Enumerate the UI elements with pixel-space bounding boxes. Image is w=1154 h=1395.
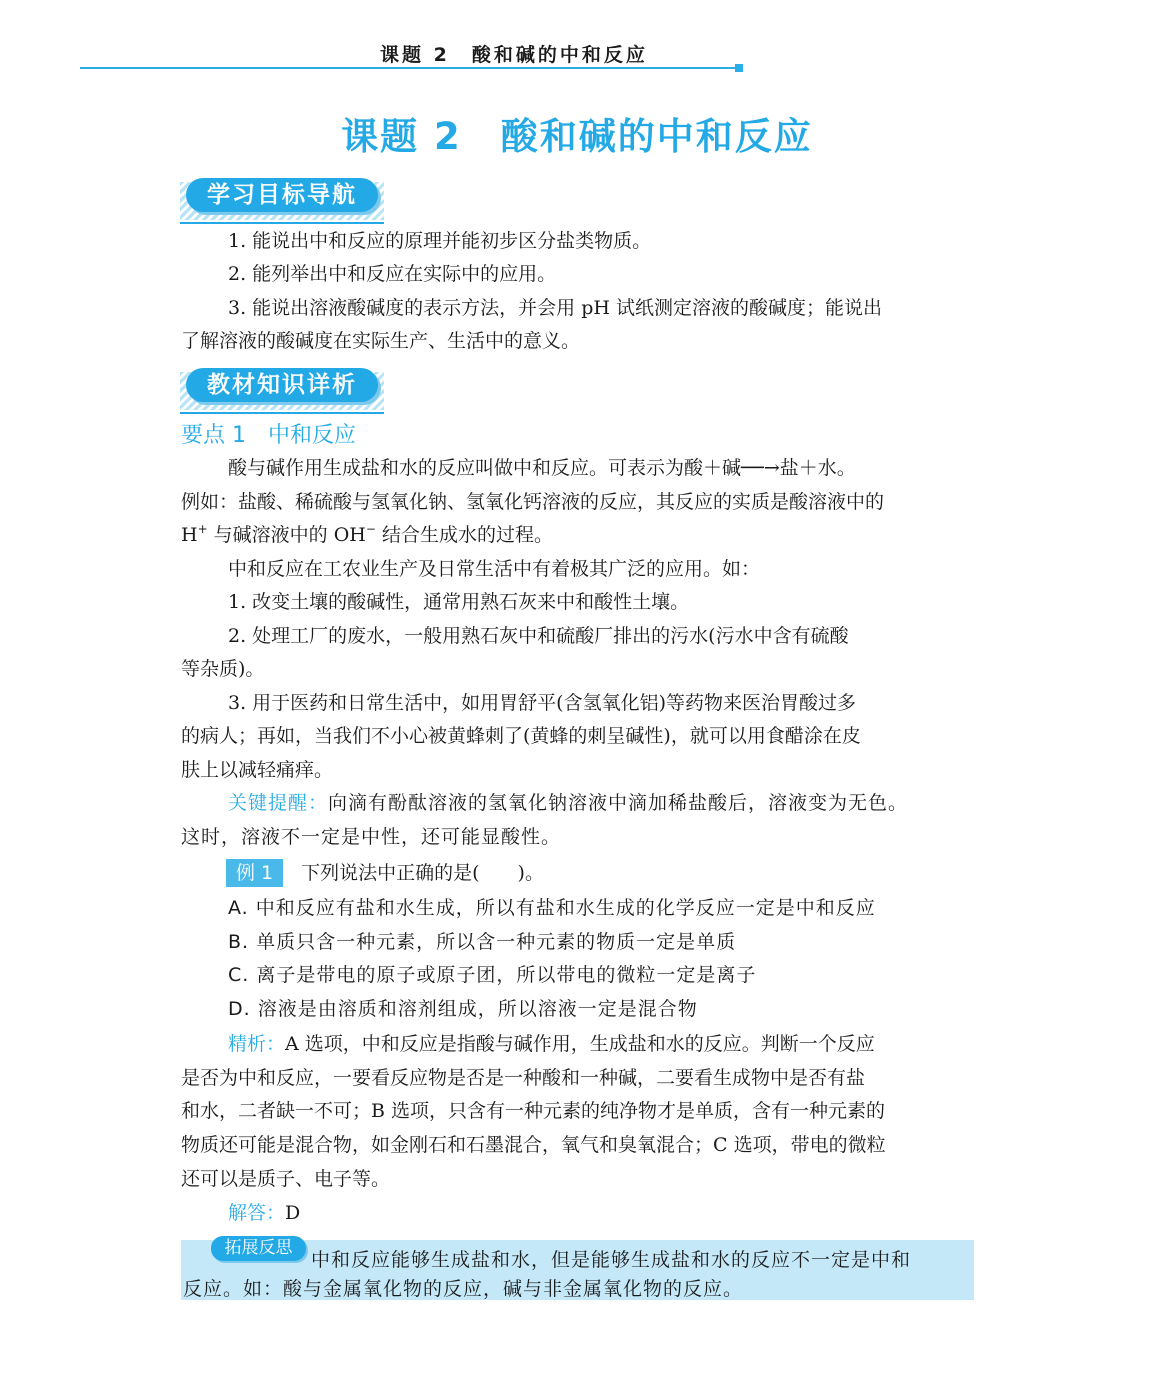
example-question: 例 1 下列说法中正确的是( )。 [226, 856, 544, 890]
key-point-heading: 要点 1 中和反应 [181, 423, 356, 448]
option-c: C. 离子是带电的原子或原子团，所以带电的微粒一定是离子 [228, 964, 757, 986]
analysis-label: 精析： [228, 1033, 286, 1055]
para1-line2: 例如：盐酸、稀硫酸与氢氧化钠、氢氧化钙溶液的反应，其反应的实质是酸溶液中的 [181, 491, 885, 513]
analysis-line3: 和水，二者缺一不可；B 选项，只含有一种元素的纯净物才是单质，含有一种元素的 [181, 1100, 886, 1122]
application-2-line2: 等杂质)。 [181, 658, 265, 680]
header-rule [80, 67, 736, 69]
analysis-line2: 是否为中和反应，一要看反应物是否是一种酸和一种碱，二要看生成物中是否有盐 [181, 1067, 866, 1089]
answer [228, 1196, 300, 1230]
extension-line2: 反应。如：酸与金属氧化物的反应，碱与非金属氧化物的反应。 [183, 1278, 744, 1300]
para1-line1: 酸与碱作用生成盐和水的反应叫做中和反应。可表示为酸＋碱──→盐＋水。 [228, 457, 856, 479]
application-3-line3: 肤上以减轻痛痒。 [181, 759, 334, 781]
badge-label: 学习目标导航 [207, 182, 357, 208]
goal-item-1: 1. 能说出中和反应的原理并能初步区分盐类物质。 [228, 230, 652, 252]
badge-label: 教材知识详析 [207, 372, 357, 398]
key-tip-line2: 这时，溶液不一定是中性，还可能显酸性。 [181, 826, 562, 848]
analysis-line5: 还可以是质子、电子等。 [181, 1168, 391, 1190]
answer-value: D [285, 1202, 301, 1224]
option-b: B. 单质只含一种元素，所以含一种元素的物质一定是单质 [228, 931, 737, 953]
application-3-line2: 的病人；再如，当我们不小心被黄蜂刺了(黄蜂的刺呈碱性)，就可以用食醋涂在皮 [181, 725, 861, 747]
application-3-line1: 3. 用于医药和日常生活中，如用胃舒平(含氢氧化铝)等药物来医治胃酸过多 [228, 692, 856, 714]
example-label: 例 1 [226, 859, 283, 887]
goal-item-2: 2. 能列举出中和反应在实际中的应用。 [228, 263, 557, 285]
application-2-line1: 2. 处理工厂的废水，一般用熟石灰中和硫酸厂排出的污水(污水中含有硫酸 [228, 625, 849, 647]
analysis-line4: 物质还可能是混合物，如金刚石和石墨混合，氧气和臭氧混合；C 选项，带电的微粒 [181, 1134, 886, 1156]
key-tip-label: 关键提醒： [228, 792, 329, 814]
extension-line1: 中和反应能够生成盐和水，但是能够生成盐和水的反应不一定是中和 [311, 1249, 912, 1271]
key-tip-line1: 关键提醒：向滴有酚酞溶液的氢氧化钠溶液中滴加稀盐酸后，溶液变为无色。 [228, 792, 909, 814]
header-rule-end-square [735, 64, 743, 72]
page-title: 课题 2 酸和碱的中和反应 [341, 115, 813, 158]
option-a: A. 中和反应有盐和水生成，所以有盐和水生成的化学反应一定是中和反应 [228, 897, 876, 919]
analysis-line1: 精析：A 选项，中和反应是指酸与碱作用，生成盐和水的反应。判断一个反应 [228, 1033, 875, 1055]
option-d: D. 溶液是由溶质和溶剂组成，所以溶液一定是混合物 [228, 998, 698, 1020]
goal-item-3-cont: 了解溶液的酸碱度在实际生产、生活中的意义。 [181, 330, 581, 352]
running-header: 课题 2 酸和碱的中和反应 [380, 44, 648, 66]
para1-line3: H+ 与碱溶液中的 OH− 结合生成水的过程。 [181, 522, 553, 546]
para2: 中和反应在工农业生产及日常生活中有着极其广泛的应用。如： [228, 558, 761, 580]
answer-label: 解答： [228, 1202, 286, 1224]
application-1: 1. 改变土壤的酸碱性，通常用熟石灰来中和酸性土壤。 [228, 591, 690, 613]
extension-badge: 拓展反思 [211, 1236, 306, 1261]
badge-underline [180, 412, 384, 414]
goal-item-3: 3. 能说出溶液酸碱度的表示方法，并会用 pH 试纸测定溶液的酸碱度；能说出 [228, 297, 882, 319]
